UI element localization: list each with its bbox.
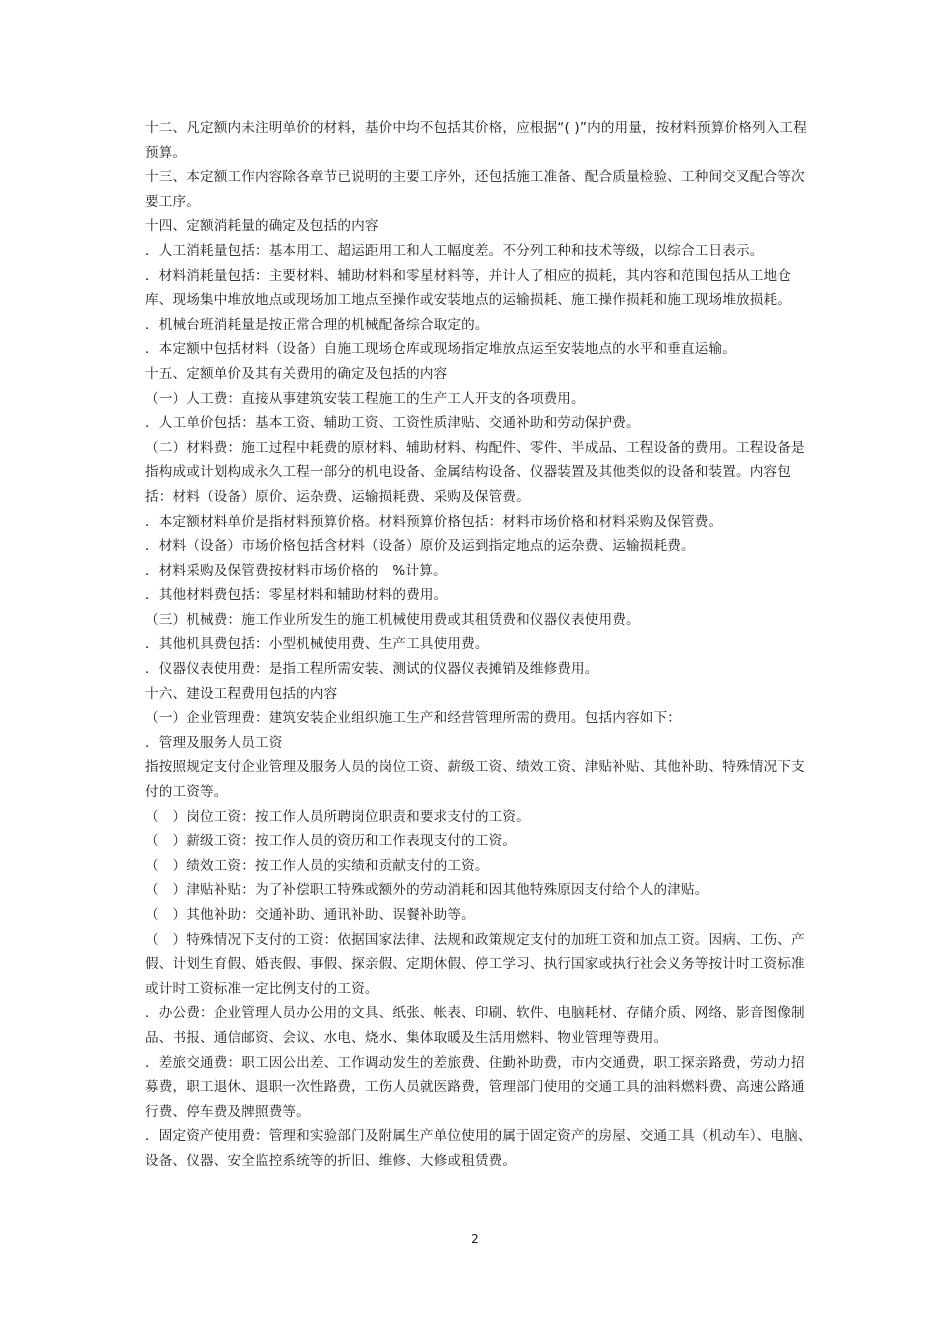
paragraph: （ ）特殊情况下支付的工资：依据国家法律、法规和政策规定支付的加班工资和加点工资。因病、工伤、产假、计划生育假、婚丧假、事假、探亲假、定期休假、停工学习、执行国家或执行社会义务等按计时工资标准或计时工资标准一定比例支付的工资。 bbox=[145, 931, 805, 997]
paragraph: ．本定额中包括材料（设备）自施工现场仓库或现场指定堆放点运至安装地点的水平和垂直运输。 bbox=[145, 341, 736, 358]
paragraph: ．人工消耗量包括：基本用工、超运距用工和人工幅度差。不分列工种和技术等级，以综合工日表示。 bbox=[145, 242, 764, 259]
section-heading: 十四、定额消耗量的确定及包括的内容 bbox=[145, 218, 379, 235]
paragraph: ．本定额材料单价是指材料预算价格。材料预算价格包括：材料市场价格和材料采购及保管费。 bbox=[145, 513, 723, 530]
paragraph: （ ）绩效工资：按工作人员的实绩和贡献支付的工资。 bbox=[145, 857, 489, 874]
paragraph: ．其他机具费包括：小型机械使用费、生产工具使用费。 bbox=[145, 636, 489, 653]
paragraph: （一）人工费：直接从事建筑安装工程施工的生产工人开支的各项费用。 bbox=[145, 390, 585, 407]
paragraph: （ ）其他补助：交通补助、通讯补助、误餐补助等。 bbox=[145, 907, 475, 923]
paragraph: ．仪器仪表使用费：是指工程所需安装、测试的仪器仪表摊销及维修费用。 bbox=[145, 661, 599, 678]
paragraph: （ ）津贴补贴：为了补偿职工特殊或额外的劳动消耗和因其他特殊原因支付给个人的津贴。 bbox=[145, 882, 709, 899]
paragraph: ．机械台班消耗量是按正常合理的机械配备综合取定的。 bbox=[145, 316, 489, 333]
paragraph: （二）材料费：施工过程中耗费的原材料、辅助材料、构配件、零件、半成品、工程设备的费用。工程设备是指构成或计划构成永久工程一部分的机电设备、金属结构设备、仪器装置及其他类似的设备和装置。内容包括：材料（设备）原价、运杂费、运输损耗费、采购及保管费。 bbox=[145, 439, 805, 505]
paragraph: ．管理及服务人员工资 bbox=[145, 734, 283, 751]
paragraph: （ ）岗位工资：按工作人员所聘岗位职责和要求支付的工资。 bbox=[145, 808, 530, 825]
paragraph: （一）企业管理费：建筑安装企业组织施工生产和经营管理所需的费用。包括内容如下： bbox=[145, 710, 682, 727]
page-number: 2 bbox=[471, 1232, 479, 1246]
paragraph: ．材料消耗量包括：主要材料、辅助材料和零星材料等，并计人了相应的损耗，其内容和范围包括从工地仓库、现场集中堆放地点或现场加工地点至操作或安装地点的运输损耗、施工操作损耗和施工现场堆放损耗。 bbox=[145, 267, 791, 309]
paragraph: ．差旅交通费：职工因公出差、工作调动发生的差旅费、住勤补助费，市内交通费，职工探亲路费，劳动力招募费，职工退休、退职一次性路费，工伤人员就医路费，管理部门使用的交通工具的油料燃料费、高速公路通行费、停车费及牌照费等。 bbox=[145, 1054, 805, 1120]
paragraph: 十二、凡定额内未注明单价的材料，基价中均不包括其价格，应根据“( )”内的用量，按材料预算价格列入工程预算。 bbox=[145, 120, 807, 161]
paragraph: ．材料采购及保管费按材料市场价格的 %计算。 bbox=[145, 562, 447, 579]
paragraph: ．人工单价包括：基本工资、辅助工资、工资性质津贴、交通补助和劳动保护费。 bbox=[145, 415, 640, 432]
paragraph: ．固定资产使用费：管理和实验部门及附属生产单位使用的属于固定资产的房屋、交通工具（机动车）、电脑、设备、仪器、安全监控系统等的折旧、维修、大修或租赁费。 bbox=[145, 1128, 812, 1169]
paragraph: （ ）薪级工资：按工作人员的资历和工作表现支付的工资。 bbox=[145, 833, 517, 850]
section-heading: 十六、建设工程费用包括的内容 bbox=[145, 685, 338, 702]
paragraph: 十三、本定额工作内容除各章节已说明的主要工序外，还包括施工准备、配合质量检验、工种间交叉配合等次要工序。 bbox=[145, 169, 805, 210]
paragraph: 指按照规定支付企业管理及服务人员的岗位工资、薪级工资、绩效工资、津贴补贴、其他补助、特殊情况下支付的工资等。 bbox=[145, 759, 805, 801]
paragraph: ．其他材料费包括：零星材料和辅助材料的费用。 bbox=[145, 587, 448, 604]
paragraph: ．办公费：企业管理人员办公用的文具、纸张、帐表、印刷、软件、电脑耗材、存储介质、网络、影音图像制品、书报、通信邮资、会议、水电、烧水、集体取暖及生活用燃料、物业管理等费用。 bbox=[145, 1005, 805, 1046]
paragraph: （三）机械费：施工作业所发生的施工机械使用费或其租赁费和仪器仪表使用费。 bbox=[145, 611, 640, 628]
section-heading: 十五、定额单价及其有关费用的确定及包括的内容 bbox=[145, 365, 448, 382]
document-body bbox=[145, 116, 815, 1174]
paragraph: ．材料（设备）市场价格包括含材料（设备）原价及运到指定地点的运杂费、运输损耗费。 bbox=[145, 538, 695, 555]
